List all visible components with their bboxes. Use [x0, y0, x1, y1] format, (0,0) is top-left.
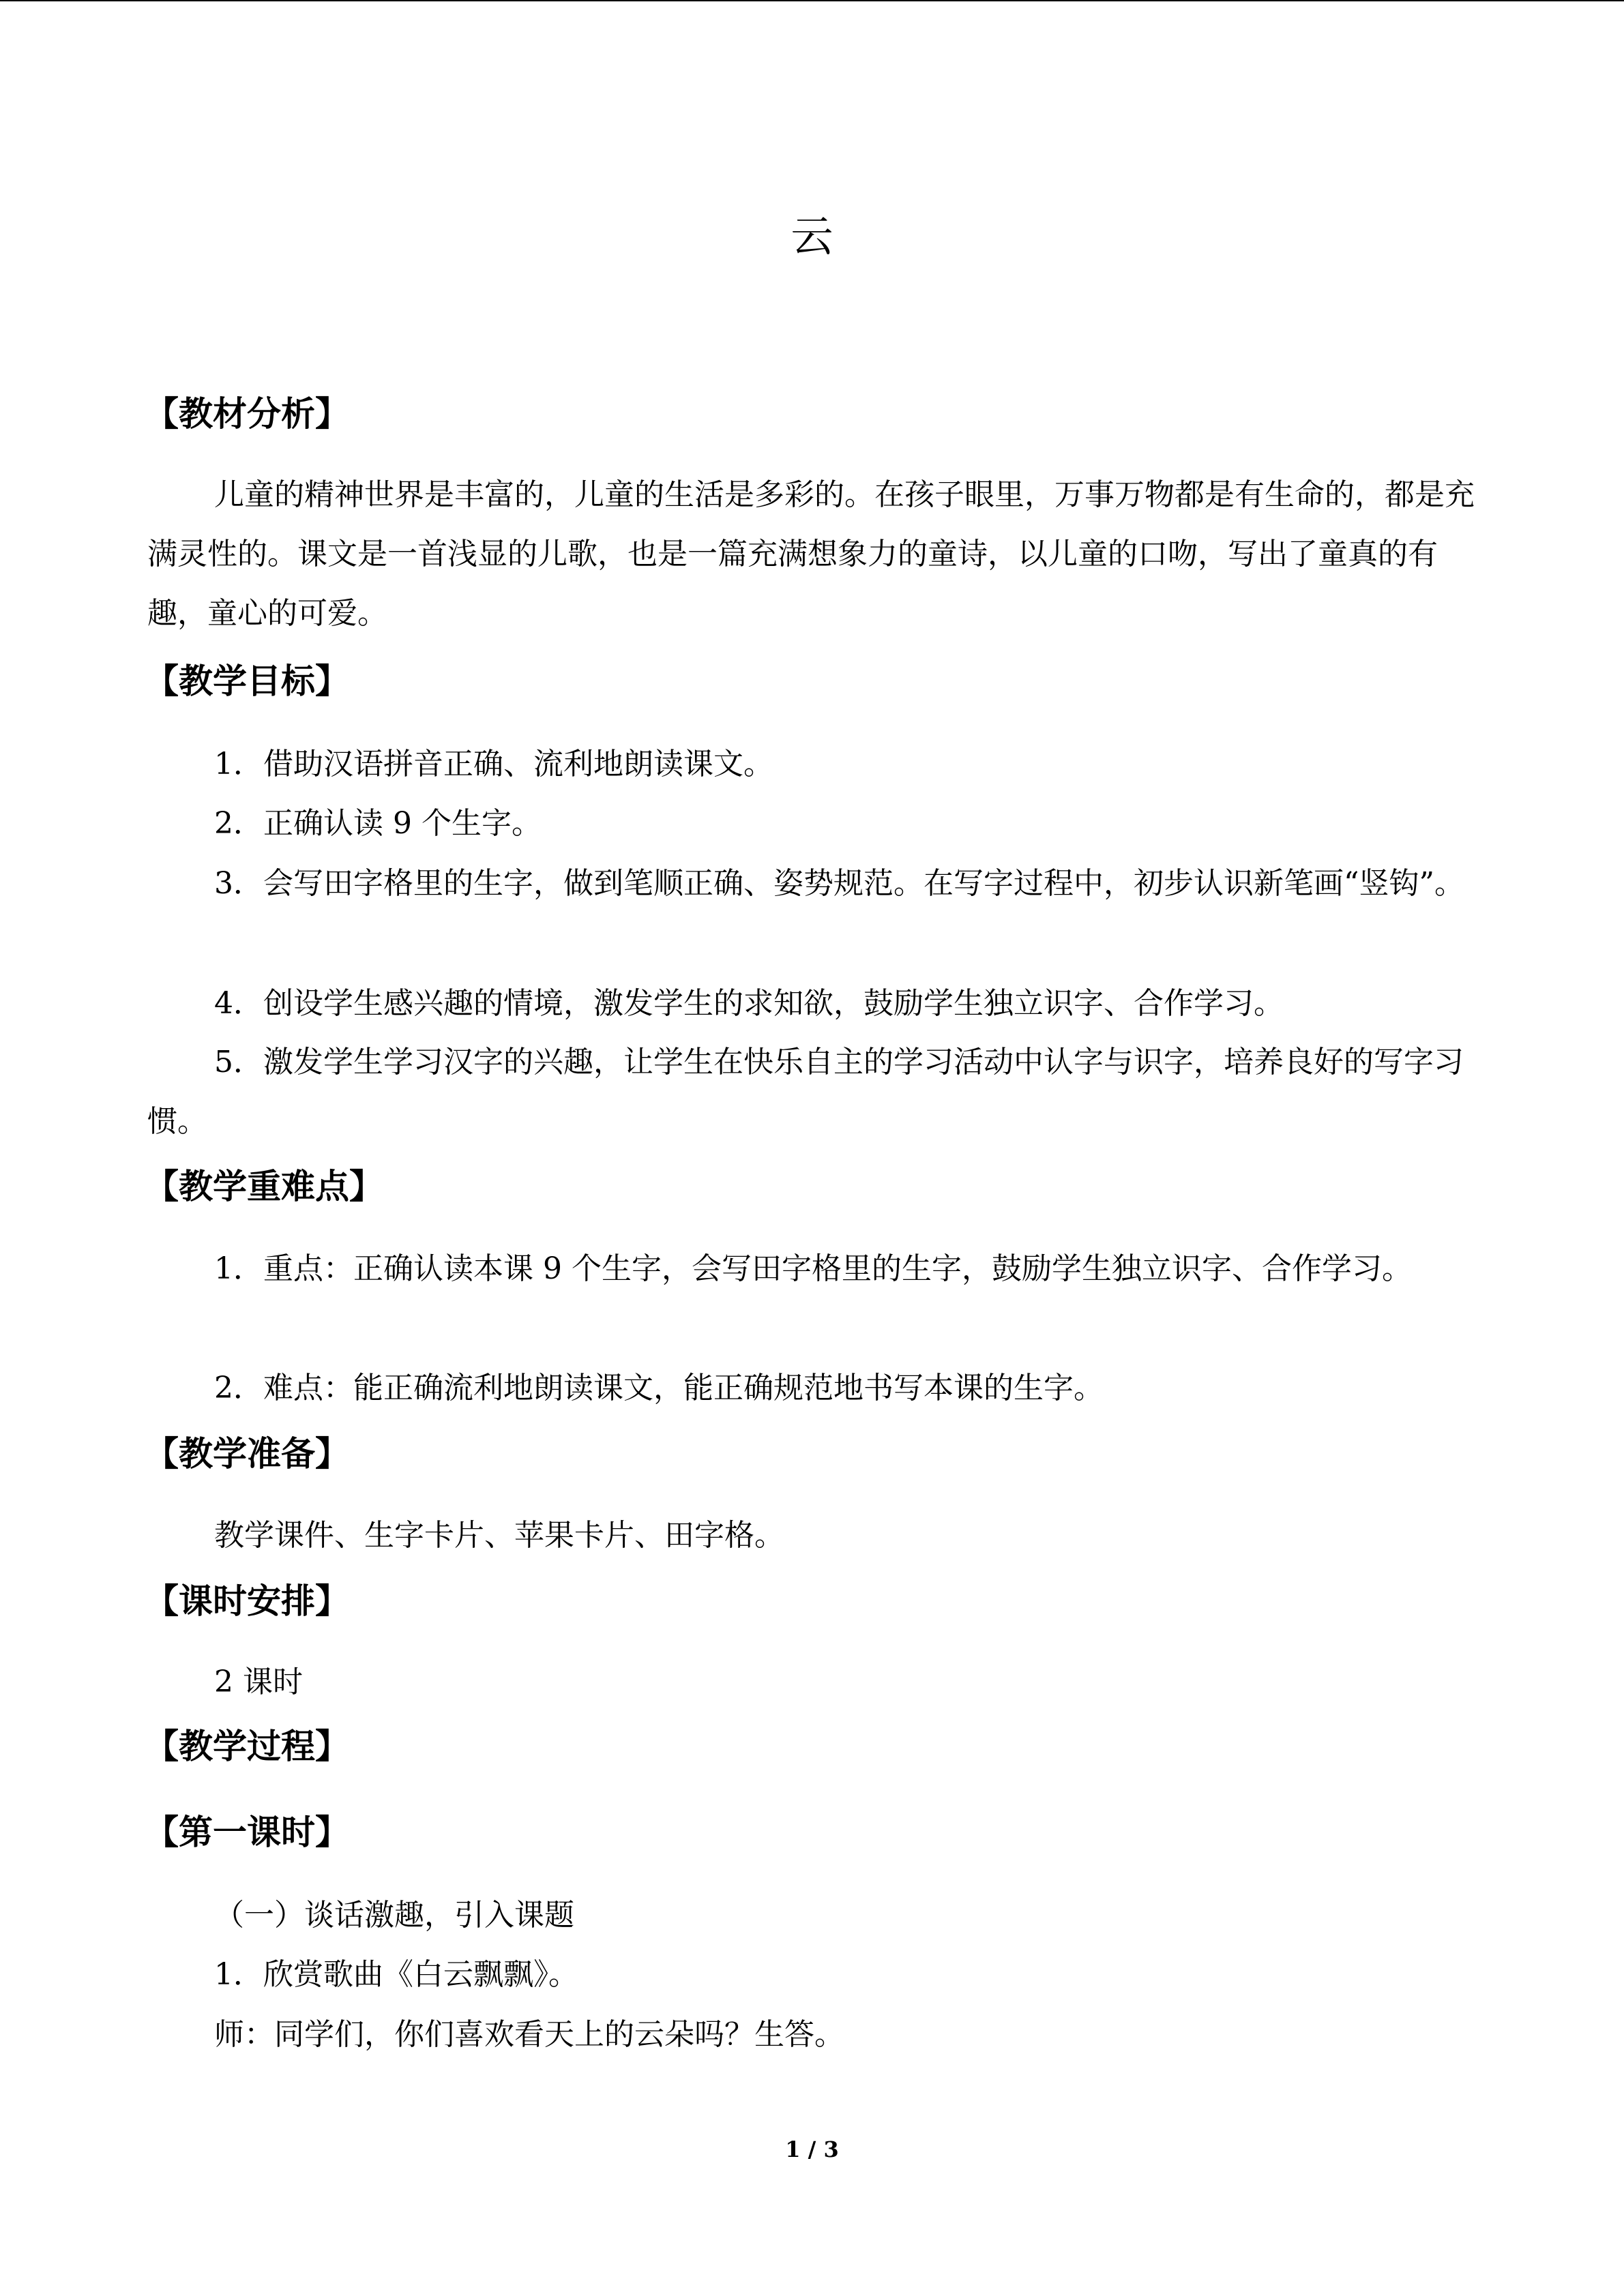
- section-heading-key-points: 【教学重难点】: [145, 1167, 383, 1206]
- schedule-text: 2 课时: [214, 1665, 303, 1699]
- section-heading-process: 【教学过程】: [145, 1727, 349, 1766]
- section-heading-goals: 【教学目标】: [145, 661, 349, 701]
- lesson1-line: （一）谈话激趣，引入课题: [214, 1898, 574, 1933]
- section-heading-preparation: 【教学准备】: [145, 1434, 349, 1474]
- preparation-text: 教学课件、生字卡片、苹果卡片、田字格。: [214, 1518, 784, 1553]
- goal-item: 4．创设学生感兴趣的情境，激发学生的求知欲，鼓励学生独立识字、合作学习。: [214, 986, 1284, 1021]
- page-number: 1 / 3: [785, 2136, 839, 2162]
- goal-item: 5．激发学生学习汉字的兴趣，让学生在快乐自主的学习活动中认字与识字，培养良好的写字习惯。: [147, 1045, 1464, 1139]
- document-title: 云: [791, 211, 833, 261]
- key-point-item: 1．重点：正确认读本课 9 个生字，会写田字格里的生字，鼓励学生独立识字、合作学习。: [214, 1251, 1412, 1286]
- lesson1-line: 1．欣赏歌曲《白云飘飘》。: [214, 1957, 578, 1992]
- lesson1-line: 师：同学们，你们喜欢看天上的云朵吗？生答。: [214, 2017, 844, 2052]
- section-heading-schedule: 【课时安排】: [145, 1581, 349, 1621]
- goal-item: 3．会写田字格里的生字，做到笔顺正确、姿势规范。在写字过程中，初步认识新笔画“竖钩”。: [214, 866, 1464, 901]
- section-heading-lesson1: 【第一课时】: [145, 1813, 349, 1852]
- goal-item: 1．借助汉语拼音正确、流利地朗读课文。: [214, 747, 773, 781]
- goal-item: 2．正确认读 9 个生字。: [214, 806, 542, 841]
- key-point-item: 2．难点：能正确流利地朗读课文，能正确规范地书写本课的生字。: [214, 1371, 1104, 1405]
- analysis-paragraph: 儿童的精神世界是丰富的，儿童的生活是多彩的。在孩子眼里，万事万物都是有生命的，都是充满灵性的。课文是一首浅显的儿歌，也是一篇充满想象力的童诗，以儿童的口吻，写出了童真的有趣，童心的可爱。: [147, 477, 1475, 631]
- section-heading-analysis: 【教材分析】: [145, 394, 349, 434]
